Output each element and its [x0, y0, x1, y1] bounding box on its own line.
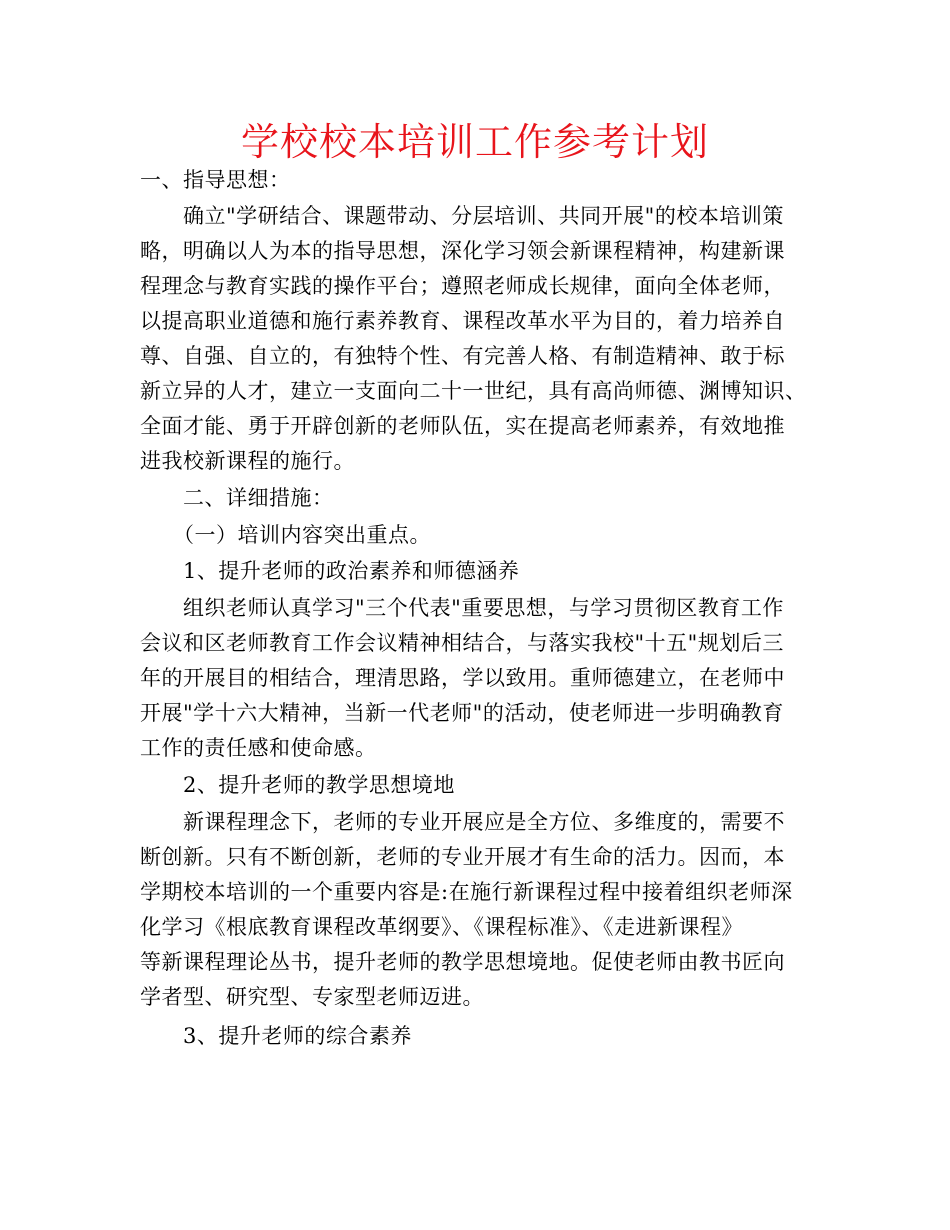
paragraph-line: 新立异的人才，建立一支面向二十一世纪，具有高尚师德、渊博知识、 — [140, 379, 807, 403]
section-heading: 二、详细措施： — [183, 486, 334, 510]
paragraph-line: 化学习《根底教育课程改革纲要》、《课程标准》、《走进新课程》 — [140, 915, 743, 939]
item-heading: 3、提升老师的综合素养 — [183, 1024, 412, 1048]
paragraph-line: 进我校新课程的施行。 — [140, 449, 355, 473]
paragraph-line: 尊、自强、自立的，有独特个性、有完善人格、有制造精神、敢于标 — [140, 344, 785, 368]
paragraph-line: 等新课程理论丛书，提升老师的教学思想境地。促使老师由教书匠向 — [140, 950, 785, 974]
paragraph-line: 年的开展目的相结合，理清思路，学以致用。重师德建立，在老师中 — [140, 666, 785, 690]
paragraph-line: 开展"学十六大精神，当新一代老师"的活动，使老师进一步明确教育 — [140, 701, 784, 725]
paragraph-line: 学者型、研究型、专家型老师迈进。 — [140, 985, 484, 1009]
item-heading: 2、提升老师的教学思想境地 — [183, 773, 455, 797]
paragraph-line: 新课程理念下，老师的专业开展应是全方位、多维度的，需要不 — [183, 810, 785, 834]
paragraph-line: 略，明确以人为本的指导思想，深化学习领会新课程精神，构建新课 — [140, 239, 785, 263]
paragraph-line: 断创新。只有不断创新，老师的专业开展才有生命的活力。因而，本 — [140, 845, 785, 869]
paragraph-line: 会议和区老师教育工作会议精神相结合，与落实我校"十五"规划后三 — [140, 631, 784, 655]
paragraph-line: 以提高职业道德和施行素养教育、课程改革水平为目的，着力培养自 — [140, 309, 785, 333]
subsection-heading: （一）培训内容突出重点。 — [173, 523, 431, 547]
item-heading: 1、提升老师的政治素养和师德涵养 — [183, 559, 520, 583]
paragraph-line: 全面才能、勇于开辟创新的老师队伍，实在提高老师素养，有效地推 — [140, 414, 785, 438]
paragraph-line: 工作的责任感和使命感。 — [140, 736, 377, 760]
section-heading: 一、指导思想： — [140, 168, 291, 192]
paragraph-line: 学期校本培训的一个重要内容是:在施行新课程过程中接着组织老师深 — [140, 880, 793, 904]
document-title: 学校校本培训工作参考计划 — [240, 120, 709, 164]
paragraph-line: 确立"学研结合、课题带动、分层培训、共同开展"的校本培训策 — [183, 204, 784, 228]
paragraph-line: 组织老师认真学习"三个代表"重要思想，与学习贯彻区教育工作 — [183, 596, 784, 620]
paragraph-line: 程理念与教育实践的操作平台；遵照老师成长规律，面向全体老师， — [140, 274, 785, 298]
